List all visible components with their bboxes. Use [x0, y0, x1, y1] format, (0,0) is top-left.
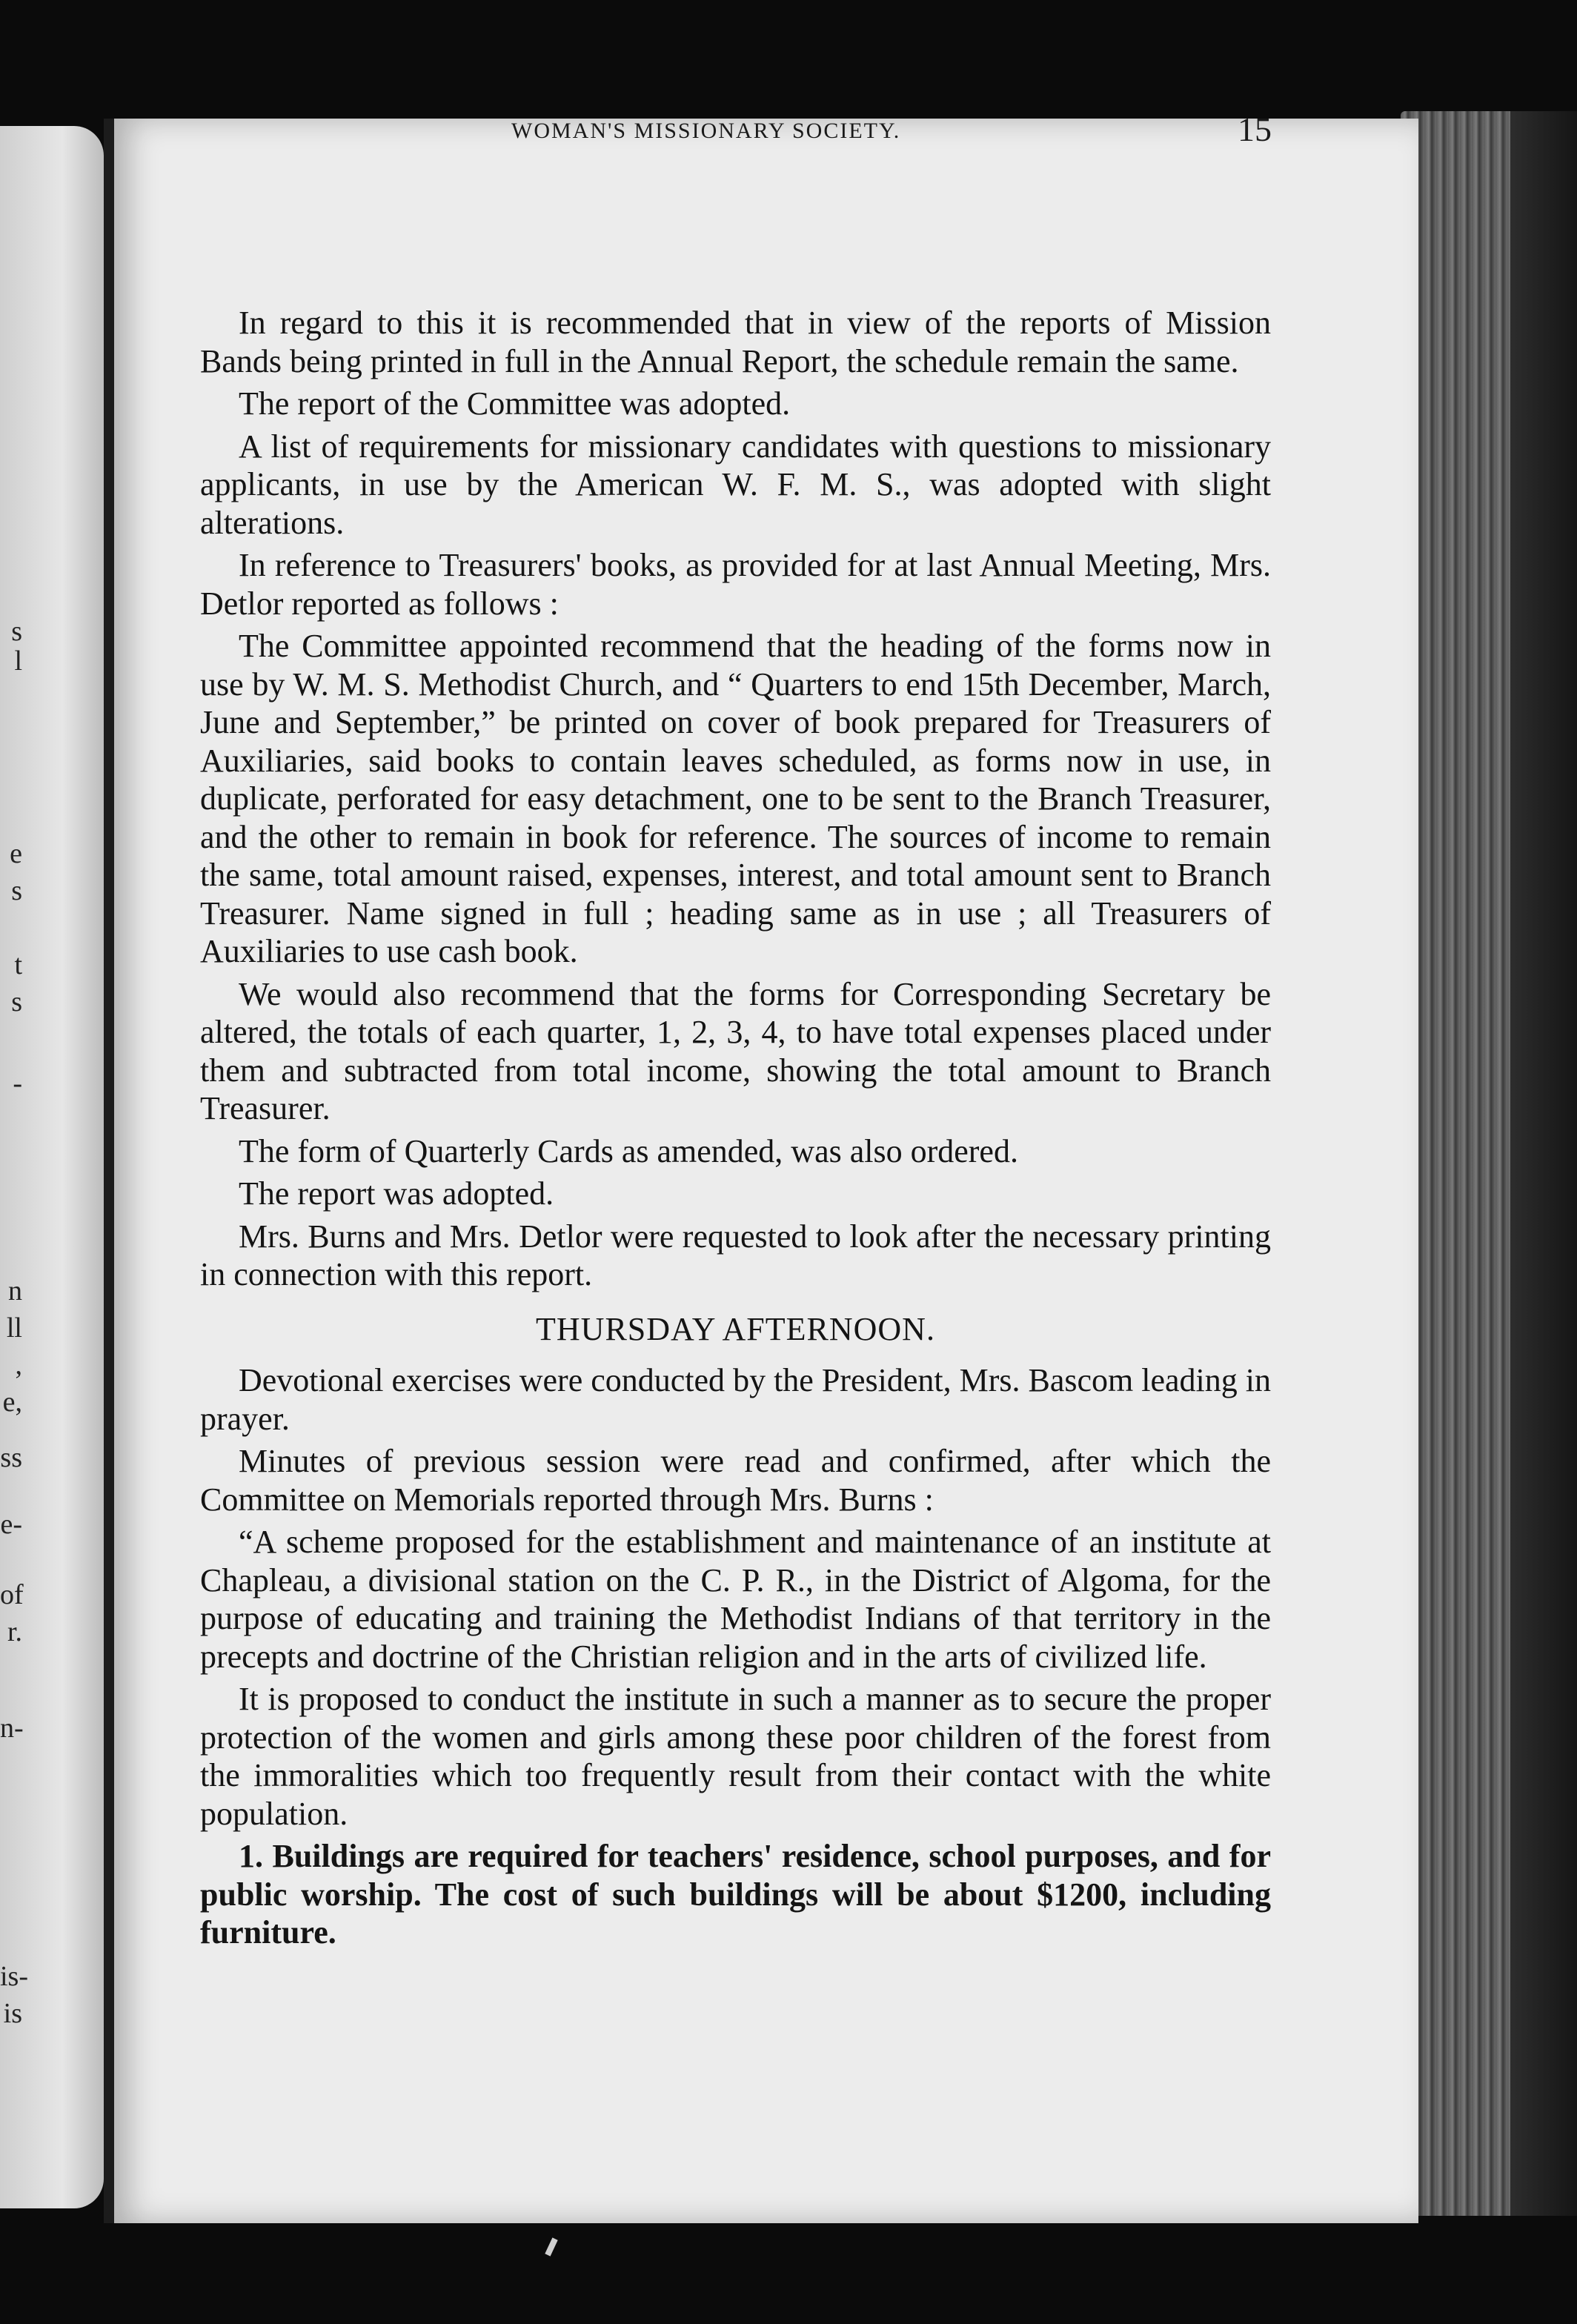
- left-page-margin: [0, 126, 104, 2208]
- left-page-fragment: s: [11, 875, 22, 906]
- left-page-fragment: n: [8, 1275, 22, 1307]
- paragraph: Mrs. Burns and Mrs. Detlor were requested to look after the necessary printing in connection with this report.: [200, 1218, 1271, 1292]
- left-page-fragment: l: [14, 645, 22, 677]
- left-page-fragment: e,: [2, 1387, 22, 1418]
- paragraph: “A scheme proposed for the establishment and maintenance of an institute at Chapleau, a divisional station on the C. P. R., in the District of Algoma, for the purpose of educating and training the Methodist Indians of that territory in the precepts and doctrine of the Christian religion and in the arts of civilized life.: [200, 1524, 1271, 1675]
- scan-artifact: [545, 2237, 557, 2256]
- page-number: 15: [1238, 110, 1272, 148]
- paragraph: The form of Quarterly Cards as amended, was also ordered.: [239, 1132, 1018, 1169]
- paragraph: In regard to this it is recommended that in view of the reports of Mission Bands being printed in full in the Annual Report, the schedule remain the same.: [200, 305, 1271, 379]
- left-page-fragment: r.: [7, 1616, 22, 1647]
- paragraph: In reference to Treasurers' books, as provided for at last Annual Meeting, Mrs. Detlor reported as follows :: [200, 547, 1271, 622]
- left-page-fragment: n-: [0, 1713, 24, 1744]
- paragraph: The Committee appointed recommend that the heading of the forms now in use by W. M. S. Methodist Church, and “ Quarters to end 15th December, March, June and September,” be printed on cover of book prepared for Treasurers of Auxiliaries, said books to contain leaves scheduled, as forms now in use, in duplicate, perforated for easy detachment, one to be sent to the Branch Treasurer, and the other to remain in book for reference. The sources of income to remain the same, total amount raised, expenses, interest, and total amount sent to Branch Treasurer. Name signed in full ; heading same as in use ; all Treasurers of Auxiliaries to use cash book.: [200, 628, 1271, 969]
- left-page-fragment: of: [0, 1579, 24, 1610]
- paragraph: Devotional exercises were conducted by the President, Mrs. Bascom leading in prayer.: [200, 1362, 1271, 1437]
- running-head: WOMAN'S MISSIONARY SOCIETY.: [511, 119, 901, 143]
- left-page-fragment: ,: [15, 1349, 22, 1381]
- left-page-fragment: ll: [6, 1312, 22, 1344]
- paragraph: A list of requirements for missionary candidates with questions to missionary applicants, in use by the American W. F. M. S., was adopted with slight alterations.: [200, 428, 1271, 541]
- paragraph: Minutes of previous session were read and confirmed, after which the Committee on Memorials reported through Mrs. Burns :: [200, 1443, 1271, 1518]
- left-page-fragment: ss: [0, 1442, 22, 1473]
- book-page-edges: [1401, 111, 1577, 2216]
- left-page-fragment: is: [3, 1998, 22, 2029]
- paragraph: We would also recommend that the forms for Corresponding Secretary be altered, the totals of each quarter, 1, 2, 3, 4, to have total expenses placed under them and subtracted from total income, showing the total amount to Branch Treasurer.: [200, 975, 1271, 1126]
- left-page-fragment: t: [14, 949, 22, 980]
- left-page-fragment: -: [13, 1068, 22, 1099]
- left-page-fragment: is-: [0, 1961, 28, 1992]
- left-page-fragment: e-: [0, 1509, 22, 1540]
- paragraph: The report of the Committee was adopted.: [239, 385, 791, 422]
- left-page-fragment: e: [10, 838, 22, 869]
- section-heading: THURSDAY AFTERNOON.: [536, 1310, 935, 1347]
- page-body: [200, 304, 1271, 1956]
- left-page-fragment: s: [11, 986, 22, 1017]
- paragraph: The report was adopted.: [239, 1175, 554, 1212]
- paragraph: It is proposed to conduct the institute in such a manner as to secure the proper protection of the women and girls among these poor children of the forest from the immoralities which too frequently result from their contact with the white population.: [200, 1681, 1271, 1832]
- paragraph: 1. Buildings are required for teachers' residence, school purposes, and for public worship. The cost of such buildings will be about $1200, including furniture.: [200, 1838, 1271, 1950]
- left-page-fragment: s: [11, 616, 22, 647]
